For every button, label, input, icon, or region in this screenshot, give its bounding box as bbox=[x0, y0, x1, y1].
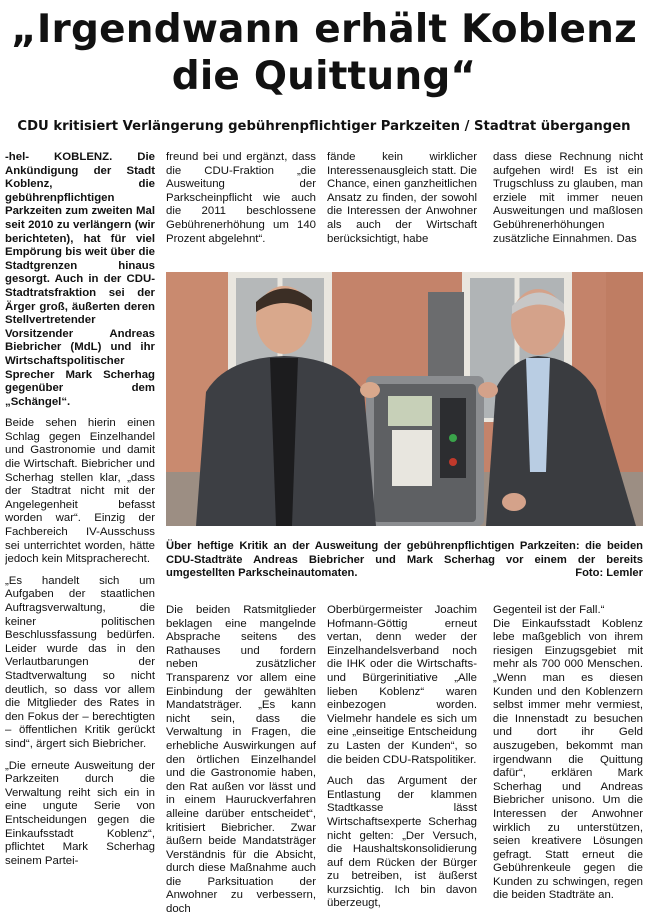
column-4 bbox=[493, 151, 643, 263]
paragraph: freund bei und ergänzt, dass die CDU-Fraktion „die Ausweitung der Parkscheinpflicht wie auch die 2011 beschlossene Gebührenerhöhung um 140 Prozent abgelehnt“. bbox=[166, 151, 316, 245]
paragraph: Beide sehen hierin einen Schlag gegen Einzelhandel und Gastronomie und damit die Wirtschaft. Biebricher und Scherhag stellen klar, „dass der Stadtrat nicht mit der Angelegenheit befasst worden war“. Einzig der Fachbereich IV-Ausschuss sei unterrichtet worden, hätte jedoch kein Mitspracherecht. bbox=[5, 417, 155, 566]
paragraph: fände kein wirklicher Interessenausgleich statt. Die Chance, einen ganzheitlichen Ansatz zu finden, der sowohl die Interessen der Anwohner als auch der Wirtschaft berücksichtigt, habe bbox=[327, 151, 477, 245]
paragraph: Gegenteil ist der Fall.“ bbox=[493, 604, 605, 616]
photo-caption bbox=[166, 540, 643, 581]
column-3 bbox=[327, 151, 477, 263]
column-2 bbox=[166, 151, 316, 263]
paragraph: „Die erneute Ausweitung der Parkzeiten durch die Verwaltung reiht sich ein in eine ungute Serie von Entscheidungen gegen die Einkaufsstadt Koblenz“, pflichtet Mark Scherhag seinem Partei- bbox=[5, 759, 155, 867]
caption-text: Über heftige Kritik an der Ausweitung der gebührenpflichtigen Parkzeiten: die beiden CDU-Stadträte Andreas Biebricher und Mark Scherhag vor einem der bereits umgestellten Parkscheinautomaten. bbox=[166, 540, 643, 580]
article-photo bbox=[166, 272, 643, 526]
paragraph: Auch das Argument der Entlastung der klammen Stadtkasse lässt Wirtschaftsexperte Scherhag nicht gelten: „Der Versuch, die Haushaltskonsolidierung auf dem Rücken der Bürger zu betreiben, ist äußerst kurzsichtig. Ich bin davon überzeugt, bbox=[327, 775, 477, 910]
headline: „Irgendwann erhält Koblenz die Quittung“ bbox=[11, 7, 637, 99]
subheadline: CDU kritisiert Verlängerung gebührenpflichtiger Parkzeiten / Stadtrat übergangen bbox=[17, 119, 631, 134]
paragraph: dass diese Rechnung nicht aufgehen wird! Es ist ein Trugschluss zu glauben, man erziele mit immer neuen Ausweitungen und maßlosen Gebührenerhöhungen zusätzliche Einnahmen. Das bbox=[493, 151, 643, 245]
paragraph: „Es handelt sich um Aufgaben der staatlichen Auftragsverwaltung, die keiner politischen Beschlussfassung bedürfen. Leider wurde das in den Verlautbarungen der Stadtverwaltung so nicht deutlich, so dass vor allem die Mitglieder des Rates in den Fokus der – berechtigten – öffentlichen Kritik gerückt sind“, ärgert sich Biebricher. bbox=[5, 574, 155, 750]
lead-paragraph: -hel- KOBLENZ. Die Ankündigung der Stadt Koblenz, die gebührenpflichtigen Parkzeiten zum zweiten Mal seit 2010 zu verlängern (wir berichteten), hat für viel Empörung bis weit über die Stadtgrenzen hinaus gesorgt. Auch in der CDU-Stadtratsfraktion sei der Ärger groß, äußerten deren Stellvertretender Vorsitzender Andreas Biebricher (MdL) und ihr Wirtschaftspolitischer Sprecher Mark Scherhag gegenüber dem „Schängel“. bbox=[5, 151, 155, 408]
photo-credit: Foto: Lemler bbox=[575, 567, 643, 580]
paragraph: Oberbürgermeister Joachim Hofmann-Göttig erneut vertan, denn weder der Einzelhandelsverband noch die IHK oder die Wirtschafts- und Bürgerinitiative „Alle lieben Koblenz“ waren einbezogen worden. Vielmehr handele es sich um eine „einseitige Entscheidung zu Lasten der Kunden“, so die beiden CDU-Ratspolitiker. bbox=[327, 604, 477, 766]
paragraph: Die Einkaufsstadt Koblenz lebe maßgeblich von ihrem riesigen Einzugsgebiet mit mehr als 700 000 Menschen. „Wenn man es diesen Kunden und den Koblenzern selbst immer mehr vermiest, die Innenstadt zu besuchen und dort ihr Geld auszugeben, bekommt man irgendwann die Quittung dafür“, erklären Mark Scherhag und Andreas Biebricher unisono. Um die Interessen der Anwohner wirklich zu unterstützen, seien kreativere Lösungen gefragt. Statt erneut die Gebührenkeule gegen die Kunden zu schwingen, regen die beiden Stadträte an. bbox=[493, 617, 643, 902]
paragraph: Die beiden Ratsmitglieder beklagen eine mangelnde Absprache seitens des Rathauses und fordern neben zusätzlicher Transparenz vor allem eine Einbindung der gewählten Mandatsträger. „Es kann nicht sein, dass die Verwaltung in Fragen, die erhebliche Auswirkungen auf den örtlichen Einzelhandel und die Gastronomie haben, den Rat außen vor lässt und in einem Hauruckverfahren alleine darüber entscheidet“, kritisiert Biebricher. Zwar äußern beide Mandatsträger Verständnis für die Absicht, durch diese Maßnahme auch die Parksituation der Anwohner zu verbessern, doch bbox=[166, 604, 316, 916]
column-1 bbox=[5, 151, 155, 916]
column-5 bbox=[166, 604, 316, 916]
photograph-icon bbox=[166, 272, 643, 526]
column-7 bbox=[493, 604, 643, 916]
column-6 bbox=[327, 604, 477, 916]
